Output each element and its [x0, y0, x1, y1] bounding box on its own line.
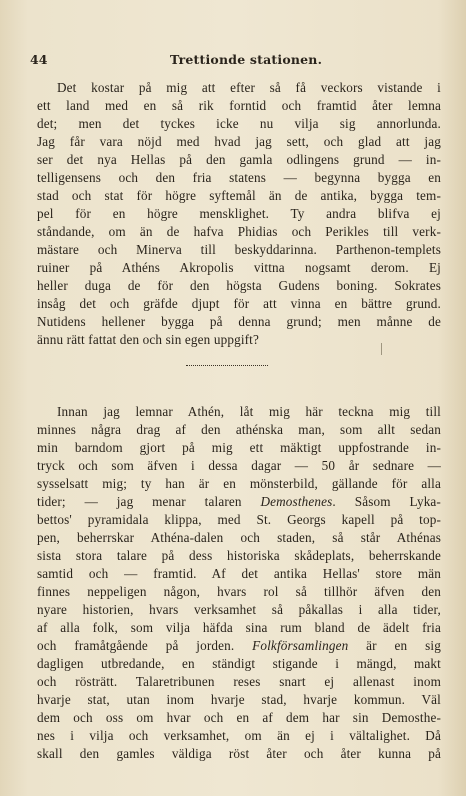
text-line: nes i vilja och verksamhet, om än ej i vältalighet. Då [37, 728, 441, 743]
text-line: insåg det och gräfde djupt för att vinna en bättre grund. [37, 296, 441, 311]
text-line: samtid och — framtid. Af det antika Hellas' store män [37, 566, 441, 581]
text-line: stad och stat för högre syftemål än de antika, bygga tem- [37, 188, 441, 203]
text-line: Det kostar på mig att efter så få veckors vistande i [57, 80, 441, 95]
text-line: min barndom gjort på mig ett mäktigt uppfostrande in- [37, 440, 441, 455]
italic-name: Demosthenes [260, 494, 333, 509]
text-line: hvarje stat, utan inom hvarje stad, hvarje kommun. Väl [37, 692, 441, 707]
text-line: pel för en högre mensklighet. Ty andra blifva ej [37, 206, 441, 221]
text-line: sysselsatt mig; ty han är en mönsterbild, gällande för alla [37, 476, 441, 491]
text-line: ännu rätt fattat den och sin egen uppgift? [37, 332, 259, 347]
text-line: heller duga de för den högsta Gudens boning. Sokrates [37, 278, 441, 293]
text-line: Jag får vara nöjd med hvad jag sett, och glad att jag [37, 134, 441, 149]
text-line: pen, beherrskar Athéna-dalen och staden, så står Athénas [37, 530, 441, 545]
italic-term: Folkförsamlingen [252, 638, 349, 653]
text-line: minnes några drag af den athénska man, som allt sedan [37, 422, 441, 437]
running-title: Trettionde stationen. [170, 52, 323, 67]
text-line: Innan jag lemnar Athén, låt mig här teckna mig till [57, 404, 441, 419]
text-line: mästare och Minerva till beskyddarinna. Parthenon-templets [37, 242, 441, 257]
text-line: dem och oss om hvar och en af dem har sin Demosthe- [37, 710, 441, 725]
text-line: dagligen utbredande, en ständigt stigande i mängd, makt [37, 656, 441, 671]
text-line: Nutidens hellener bygga på denna grund; men månne de [37, 314, 441, 329]
text-line: af alla folk, som vilja häfda sina rum bland de ädelt fria [37, 620, 441, 635]
text-line: finnes neppeligen någon, hvars rol så tillhör äfven den [37, 584, 441, 599]
text-line [37, 637, 441, 655]
text-line: skall den gamles väldiga röst åter och åter kunna på [37, 746, 441, 761]
text-line: ruiner på Athéns Akropolis vittna nogsamt derom. Ej [37, 260, 441, 275]
text-line: sista stora talare på dess historiska skådeplats, beherrskande [37, 548, 441, 563]
text-line: och rösträtt. Talaretribunen reses snart ej allenast inom [37, 674, 441, 689]
text-line: nyare historien, hvars verksamhet så påkallas i alla tider, [37, 602, 441, 617]
text-segment: tider; — jag menar talaren [37, 494, 261, 509]
page-header [30, 52, 442, 68]
paragraph-1 [37, 79, 441, 349]
ink-mark [381, 343, 382, 355]
section-separator [186, 365, 268, 366]
text-segment: är en sig [348, 638, 441, 653]
text-line: telligensens och den fria statens — begynna bygga en [37, 170, 441, 185]
text-line: bettos' pyramidala klippa, med St. Georgs kapell på top- [37, 512, 441, 527]
text-line: ståndande, om än de hafva Phidias och Perikles till verk- [37, 224, 441, 239]
text-line: det; men det tyckes icke nu vilja sig annorlunda. [37, 116, 441, 131]
page-number: 44 [30, 52, 48, 67]
text-segment: . Såsom Lyka- [332, 494, 441, 509]
paragraph-2 [37, 403, 441, 763]
text-line: tryck och som äfven i dessa dagar — 50 år sednare — [37, 458, 441, 473]
text-line [37, 493, 441, 511]
text-line: ser det nya Hellas på den gamla odlingens grund — in- [37, 152, 441, 167]
text-segment: och framåtgående på jorden. [37, 638, 253, 653]
text-line: ett land med en så rik forntid och framtid åter lemna [37, 98, 441, 113]
